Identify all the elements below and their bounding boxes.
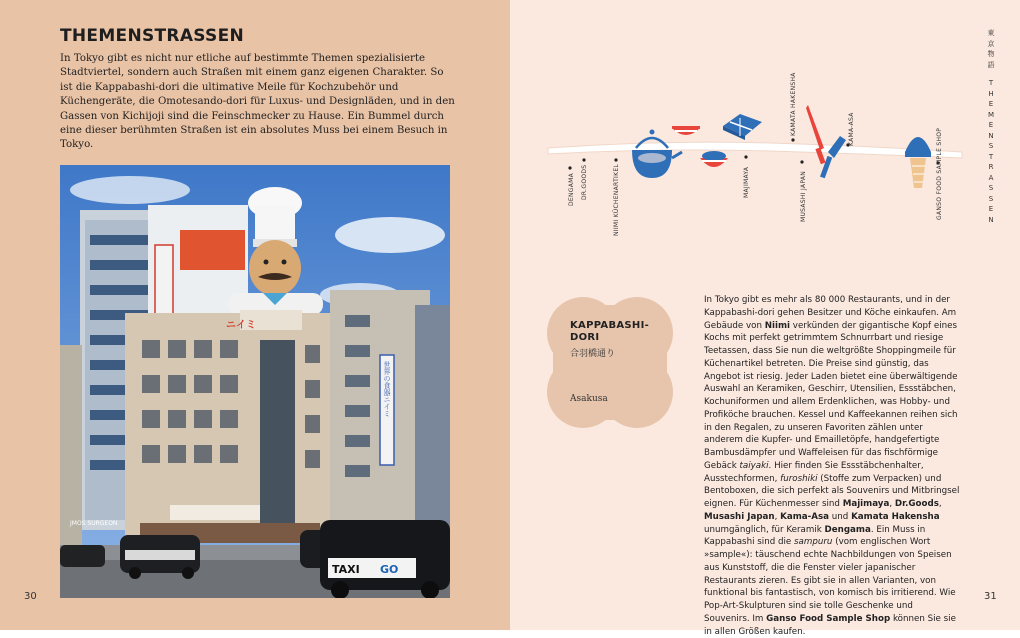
- body-bold-term: Musashi Japan: [704, 511, 775, 522]
- body-text-segment: und: [829, 511, 852, 522]
- vertical-letter: R: [988, 163, 994, 171]
- body-bold-term: Dr.Goods: [894, 499, 939, 509]
- ice-cream-icon: [905, 137, 931, 188]
- body-text-segment: . Hier finden Sie Essstäbchenhalter, Ausstechformen,: [704, 460, 924, 484]
- vertical-letter: A: [988, 173, 994, 182]
- page-number-right: 31: [984, 591, 997, 602]
- vertical-letter: E: [988, 100, 994, 108]
- map-label-drgoods: DR.GOODS: [581, 164, 588, 200]
- vertical-letter: E: [988, 205, 994, 213]
- vertical-letter: M: [987, 110, 995, 119]
- body-bold-term: Dengama: [824, 524, 871, 535]
- map-label-majimaya: MAJIMAYA: [743, 166, 750, 198]
- vertical-letter: S: [988, 194, 994, 203]
- vertical-jp-char: 東: [987, 29, 995, 37]
- body-text-segment: können Sie sie in allen Größen kaufen.: [704, 613, 956, 637]
- body-text-segment: (Stoffe zum Verpacken) und Bentoboxen, die sich perfekt als Souvenirs und Mitbringsel eignen. Für Küchenmesser sind: [704, 473, 960, 509]
- body-text-segment: (vom englischen Wort »sample«): täuschend echte Nachbildungen von Speisen aus Kunststoff, die die Fenster vieler japanischer Restaurants zieren. Es gibt sie in allen Varianten, von funktional bis fantastisch, von komisch bis irritierend. Wie Pop-Art-Skulpturen sind sie tolle Geschenke und Souvenirs. Im: [704, 537, 956, 624]
- body-text-segment: verkünden der gigantische Kopf eines Kochs mit perfekt getrimmtem Schnurrbart und riesige Teetassen, dass Sie nun die weltgrößte Shoppingmeile für Küchenartikel betreten. Die Preise sind günstig, das Angebot ist riesig. Jeder Laden bietet eine überwältigende Auswahl an Keramiken, Geschirr, Utensilien, Essstäbchen, Kochuniformen und allem Erdenklichen, was Hobby- und Profiköche brauchen. Kessel und Kaffeekannen reihen sich in den Regalen, zu unseren Favoriten zählen unter anderem die Kupfer- und Emailletöpfe, handgefertigte Bambusdämpfer und Waffeleisen für das fischförmige Gebäck: [704, 320, 958, 471]
- body-bold-term: Kamata Hakensha: [851, 511, 940, 522]
- marker-drgoods: [582, 158, 585, 161]
- marker-majimaya: [744, 155, 747, 158]
- page-heading: THEMENSTRASSEN: [60, 26, 245, 46]
- vertical-letter: S: [988, 142, 994, 150]
- vertical-jp-char: 物: [987, 50, 995, 58]
- map-label-musashi: MUSASHI JAPAN: [800, 170, 807, 222]
- body-text-segment: In Tokyo gibt es mehr als 80 000 Restaurants, und in der Kappabashi-dori gehen Besitzer und Köche einkaufen. Am Gebäude von: [704, 295, 957, 331]
- intro-paragraph: In Tokyo gibt es nicht nur etliche auf bestimmte Themen spezialisierte Stadtviertel, sondern auch Straßen mit einem ganz eigenen Charakter. So ist die Kappabashi-dori die ultimative Meile für Kochzubehör und Küchengeräte, die Omotesando-dori für Luxus- und Designläden, und in den Gassen von Kichijoji sind die Feinschmecker zu Hause. Ein Bummel durch eine dieser berühmten Straßen ist ein absolutes Muss bei einem Besuch in Tokyo.: [60, 53, 455, 151]
- street-map: [540, 100, 970, 200]
- cleaver-icon: [820, 136, 846, 178]
- bento-box-icon: [723, 114, 762, 140]
- marker-musashi: [800, 160, 803, 163]
- sign-jmos: JMOS SURGEON: [70, 520, 118, 527]
- map-label-dengama: DENGAMA: [568, 172, 575, 206]
- map-label-kamata: KAMATA HAKENSHA: [790, 72, 797, 136]
- body-bold-term: Niimi: [764, 320, 791, 331]
- body-bold-term: Kama-Asa: [780, 511, 829, 522]
- body-text-segment: ,: [889, 499, 895, 509]
- body-italic-term: taiyaki: [739, 460, 769, 471]
- marker-kamata: [791, 138, 794, 141]
- vertical-letter: T: [988, 79, 994, 87]
- page-number-left: 30: [24, 591, 37, 602]
- vertical-letter: N: [988, 131, 994, 140]
- rice-bowl-icon: [700, 151, 728, 167]
- info-title: KAPPABASHI-DORI: [570, 320, 650, 343]
- info-badge: [545, 295, 675, 430]
- bowl-icon: [672, 126, 700, 135]
- body-text-segment: ,: [774, 511, 781, 522]
- body-bold-term: Majimaya: [842, 499, 890, 509]
- sign-niimi: ニイミ: [226, 320, 256, 331]
- taxi-text: TAXI: [332, 563, 360, 576]
- info-japanese: 合羽橋通り: [570, 349, 616, 359]
- map-label-ganso-1: GANSO FOOD SAMPLE SHOP: [936, 127, 943, 220]
- map-label-niimi: NIIMI KÜCHENARTIKEL: [613, 163, 620, 236]
- info-location: Asakusa: [570, 394, 608, 404]
- left-page: [0, 0, 510, 630]
- marker-niimi: [614, 158, 617, 161]
- vertical-letter: S: [988, 184, 994, 192]
- vertical-title: [984, 28, 998, 225]
- body-bold-term: Ganso Food Sample Shop: [766, 613, 891, 624]
- marker-dengama: [568, 166, 571, 169]
- vertical-letter: E: [988, 121, 994, 129]
- sign-vertical: 世界の食器ニイミ: [383, 361, 391, 417]
- vertical-jp-char: 語: [987, 60, 995, 69]
- vertical-letter: H: [988, 89, 994, 98]
- body-italic-term: sampuru: [794, 537, 833, 548]
- body-italic-term: furoshiki: [780, 473, 818, 484]
- body-text-segment: unumgänglich, für Keramik: [704, 524, 825, 535]
- map-label-kamaasa: KAMA-ASA: [848, 112, 855, 146]
- vertical-letter: N: [988, 215, 994, 224]
- body-paragraph: [704, 294, 961, 638]
- body-text-segment: ,: [938, 499, 942, 509]
- taxi-logo: GO: [380, 563, 399, 576]
- body-text-segment: . Ein Muss in Kappabashi sind die: [704, 524, 926, 548]
- vertical-jp-char: 京: [987, 39, 995, 48]
- vertical-letter: T: [988, 152, 994, 161]
- knife-icon: [806, 105, 826, 164]
- teapot-icon: [632, 130, 682, 179]
- kappabashi-photo: [60, 165, 450, 598]
